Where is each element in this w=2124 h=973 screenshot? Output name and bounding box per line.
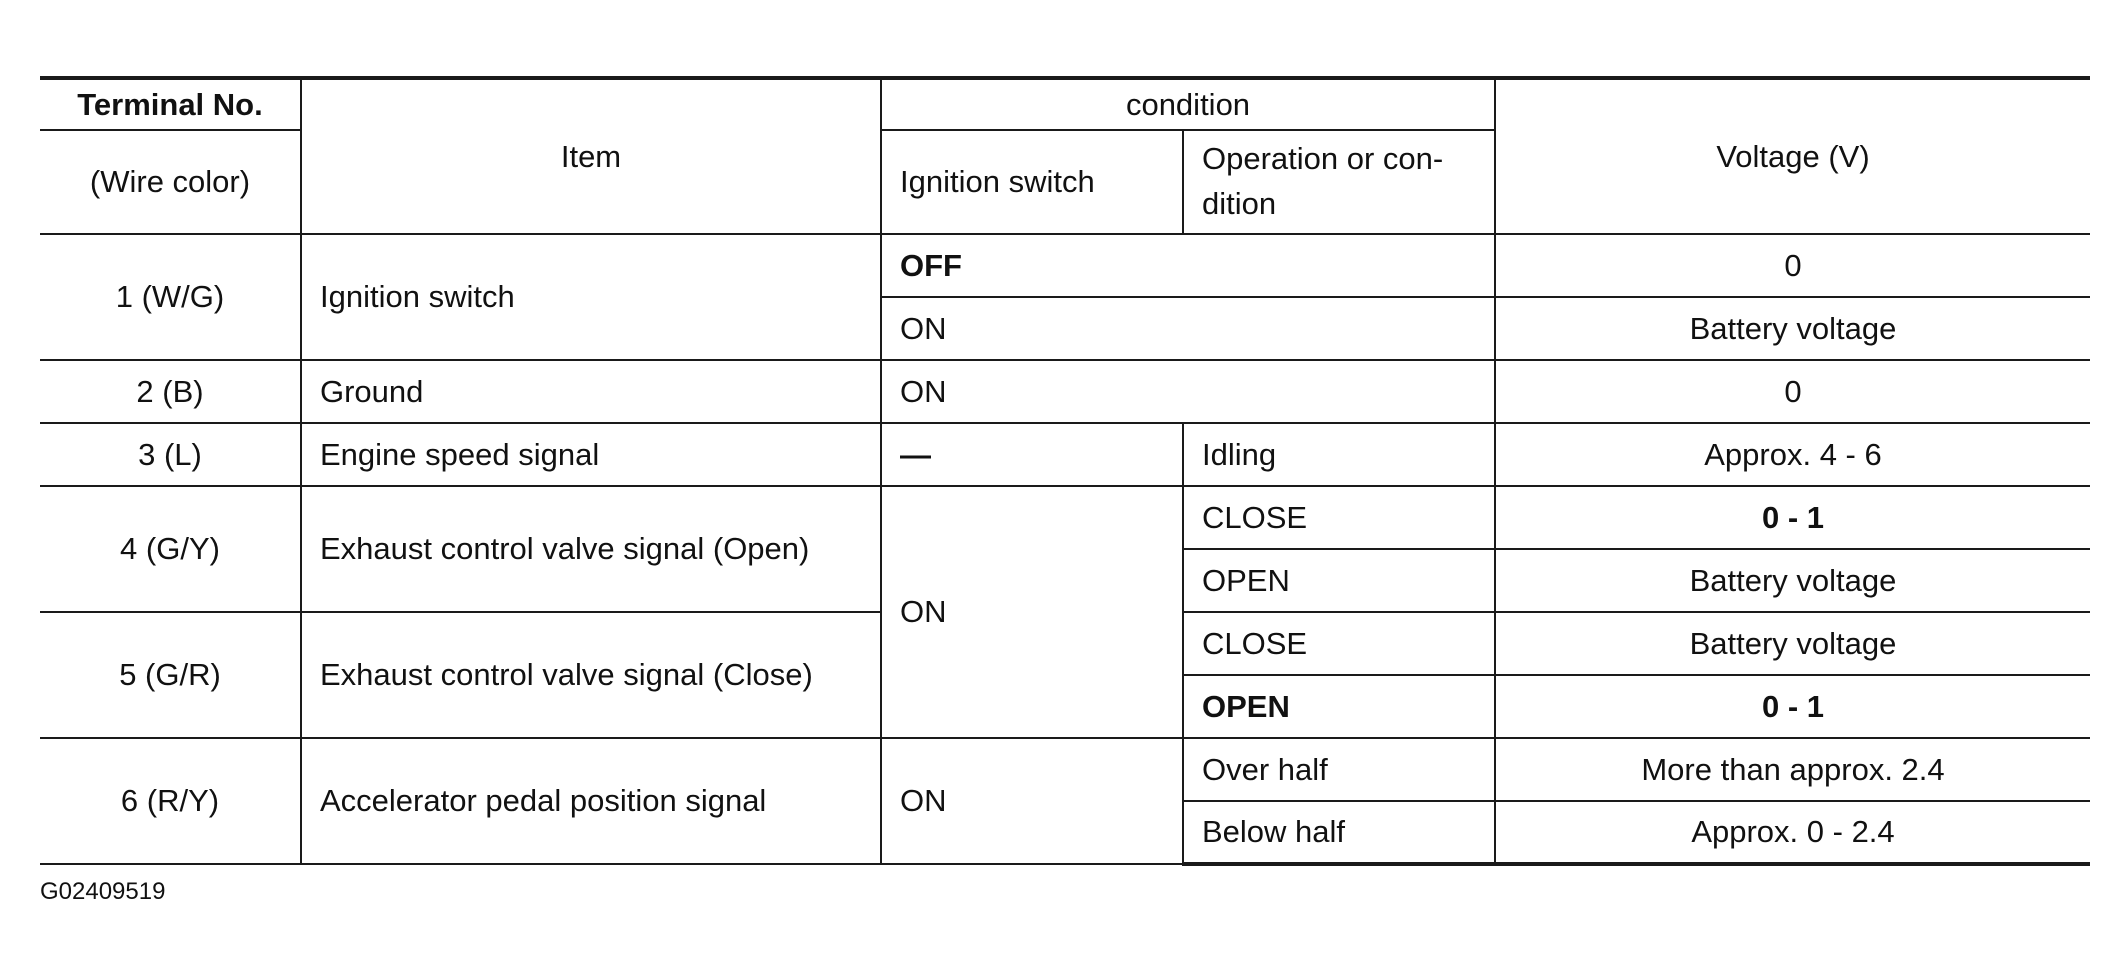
operation-cell: CLOSE [1183,612,1495,675]
table-row [40,423,2090,486]
terminal-cell: 6 (R/Y) [40,738,301,864]
header-item: Item [301,78,881,234]
header-voltage: Voltage (V) [1495,78,2090,234]
terminal-cell: 1 (W/G) [40,234,301,360]
voltage-cell: Battery voltage [1495,297,2090,360]
table-row [40,486,2090,549]
header-operation: Operation or con-dition [1183,130,1495,234]
header-row-1 [40,78,2090,130]
operation-cell: CLOSE [1183,486,1495,549]
voltage-cell: 0 [1495,360,2090,423]
voltage-cell: 0 - 1 [1495,675,2090,738]
ignition-cell: OFF [881,234,1495,297]
header-wire-color: (Wire color) [40,130,301,234]
terminal-cell: 2 (B) [40,360,301,423]
voltage-cell: Battery voltage [1495,549,2090,612]
voltage-cell: Approx. 4 - 6 [1495,423,2090,486]
item-cell: Ground [301,360,881,423]
figure-id: G02409519 [40,878,166,905]
operation-cell: OPEN [1183,675,1495,738]
operation-cell: Over half [1183,738,1495,801]
terminal-cell: 5 (G/R) [40,612,301,738]
voltage-cell: More than approx. 2.4 [1495,738,2090,801]
table-row [40,738,2090,801]
table-row [40,360,2090,423]
operation-cell: Idling [1183,423,1495,486]
ignition-cell: ON [881,297,1495,360]
header-terminal-no: Terminal No. [40,78,301,130]
item-cell: Engine speed signal [301,423,881,486]
header-ignition-switch: Ignition switch [881,130,1183,234]
ignition-cell: ON [881,360,1495,423]
item-cell: Exhaust control valve signal (Close) [301,612,881,738]
item-cell: Exhaust control valve signal (Open) [301,486,881,612]
voltage-cell: Battery voltage [1495,612,2090,675]
ignition-cell: ON [881,738,1183,864]
operation-cell: Below half [1183,801,1495,864]
terminal-cell: 4 (G/Y) [40,486,301,612]
ignition-cell: ON [881,486,1183,738]
voltage-cell: 0 - 1 [1495,486,2090,549]
table-row [40,234,2090,297]
item-cell: Accelerator pedal position signal [301,738,881,864]
item-cell: Ignition switch [301,234,881,360]
terminal-cell: 3 (L) [40,423,301,486]
terminal-spec-table [40,76,2090,866]
voltage-cell: Approx. 0 - 2.4 [1495,801,2090,864]
ignition-cell: — [881,423,1183,486]
header-condition: condition [881,78,1495,130]
voltage-cell: 0 [1495,234,2090,297]
operation-cell: OPEN [1183,549,1495,612]
